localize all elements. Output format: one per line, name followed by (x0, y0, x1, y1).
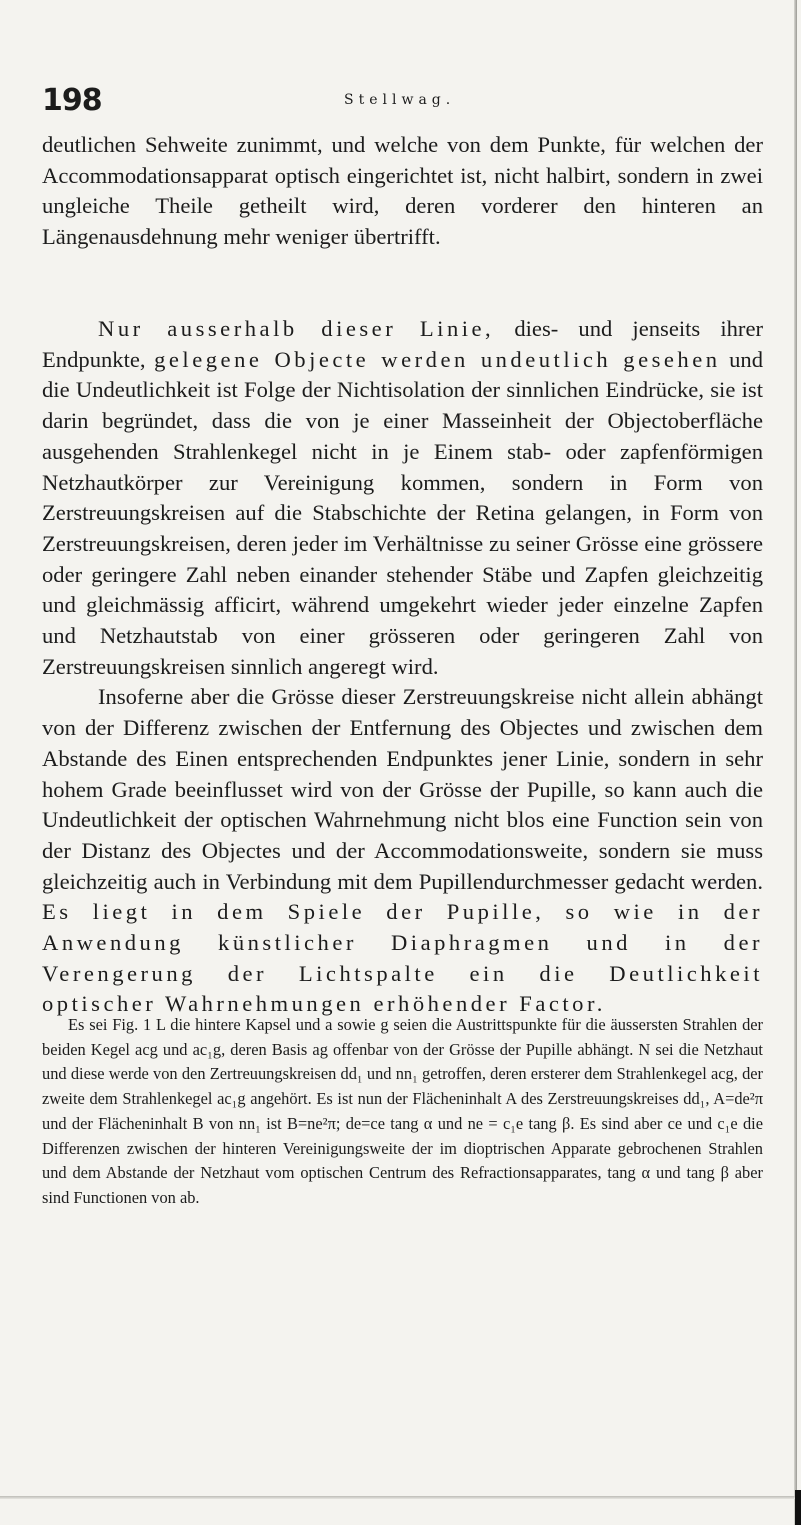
running-head: Stellwag. (344, 92, 456, 108)
footnote: Es sei Fig. 1 L die hintere Kapsel und a sowie g seien die Austrittspunkte für die äussersten Strahlen der beiden Kegel acg und ac₁g, deren Basis ag offenbar von der Grösse der Pupille abhängt. N sei die Netzhaut und diese werde von den Zertreuungskreisen dd₁ und nn₁ getroffen, deren ersterer dem Strahlenkegel acg, der zweite dem Strahlenkegel ac₁g angehört. Es ist nun der Flächeninhalt A des Zerstreuungskreises dd₁, A=de²π und der Flächeninhalt B von nn₁ ist B=ne²π; de=ce tang α und ne = c₁e tang β. Es sind aber ce und c₁e die Differenzen zwischen der hinteren Vereinigungsweite der im dioptrischen Apparate gebrochenen Strahlen und dem Abstande der Netzhaut vom optischen Centrum des Refractionsapparates, tang α und tang β aber sind Functionen von ab. (42, 1015, 763, 1207)
spaced-phrase-1: Nur ausserhalb dieser Linie, (98, 316, 495, 341)
paragraph-2-mid: dies- und jenseits ihrer Endpunkte, (42, 316, 763, 372)
paragraph-1: deutlichen Sehweite zunimmt, und welche von dem Punkte, für welchen der Accommodationsapparat optisch eingerichtet ist, nicht halbirt, sondern in zwei ungleiche Theile getheilt wird, deren vorderer den hinteren an Längenausdehnung mehr weniger übertrifft. (42, 132, 763, 250)
spaced-conclusion: Es liegt in dem Spiele der Pupille, so wie in der Anwendung künstlicher Diaphragmen und in der Verengerung der Lichtspalte ein die Deutlichkeit optischer Wahrnehmungen erhöhender Factor. (42, 899, 763, 1017)
page-header (42, 83, 762, 123)
paragraph-3 (42, 682, 763, 1020)
paragraph-2 (42, 314, 763, 682)
margin-mark (795, 1490, 801, 1525)
main-text (42, 130, 763, 1020)
paragraph-2-rest: und die Undeutlichkeit ist Folge der Nichtisolation der sinnlichen Eindrücke, sie ist darin begründet, dass die von je einer Masseinheit der Objectoberfläche ausgehenden Strahlenkegel nicht in je Einem stab- oder zapfenförmigen Netzhautkörper zur Vereinigung kommen, sondern in Form von Zerstreuungskreisen auf die Stabschichte der Retina gelangen, in Form von Zerstreuungskreisen, deren jeder im Verhältnisse zu seiner Grösse eine grössere oder geringere Zahl neben einander stehender Stäbe und Zapfen gleichzeitig und gleichmässig afficirt, während umgekehrt wieder jeder einzelne Zapfen und Netzhautstab von einer grösseren oder geringeren Zahl von Zerstreuungskreisen sinnlich angeregt wird. (42, 346, 764, 679)
footnote-block (42, 1013, 763, 1211)
bottom-edge-shadow (0, 1496, 801, 1499)
page-edge-shadow (794, 0, 797, 1525)
paragraph-3-text: Insoferne aber die Grösse dieser Zerstreuungskreise nicht allein abhängt von der Differenz zwischen der Entfernung des Objectes und zwischen dem Abstande des Einen entsprechenden Endpunktes jener Linie, sondern in sehr hohem Grade beeinflusset wird von der Grösse der Pupille, so kann auch die Undeutlichkeit der optischen Wahrnehmung nicht blos eine Function sein von der Distanz des Objectes und der Accommodationsweite, sondern sie muss gleichzeitig auch in Verbindung mit dem Pupillendurchmesser gedacht werden. (42, 684, 763, 894)
page-number: 198 (42, 83, 102, 118)
spaced-phrase-2: gelegene Objecte werden undeutlich gesehen (154, 346, 721, 372)
